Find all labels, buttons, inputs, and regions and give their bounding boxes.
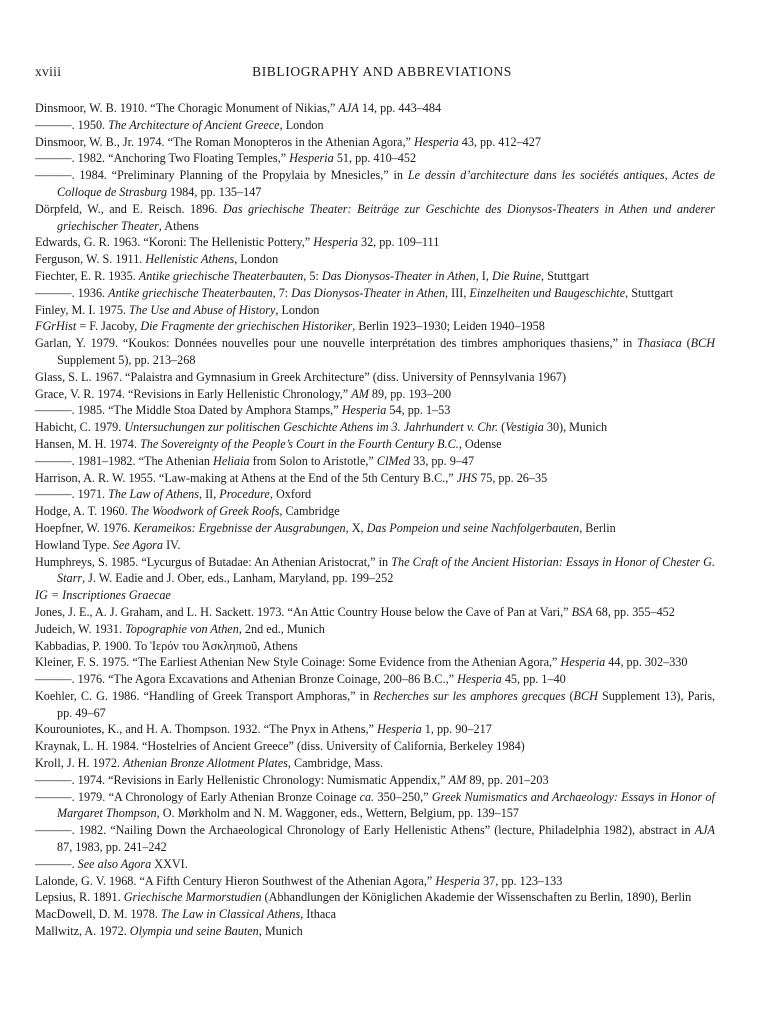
bibliography-entry [35,906,715,923]
entry-text: Hoepfner, W. 1976. [35,520,134,535]
bibliography-entry [35,117,715,134]
entry-text: Dörpfeld, W., and E. Reisch. 1896. [35,201,223,216]
bibliography-entry [35,167,715,201]
bibliography-entry [35,436,715,453]
entry-text: 87, 1983, pp. 241–242 [57,840,167,855]
italic-text: Heliaia [213,453,250,468]
bibliography-entry [35,772,715,789]
entry-text: Howland Type. [35,537,113,552]
italic-text: JHS [456,470,478,485]
italic-text: Hesperia [560,655,606,670]
italic-text: AM [351,386,369,401]
bibliography-entry [35,369,715,386]
bibliography-entry [35,318,715,335]
italic-text: BCH [573,688,598,703]
entry-text: 33, pp. 9–47 [410,453,475,468]
italic-text: Olympia und seine Bauten [129,924,259,939]
italic-text: Einzelheiten und Baugeschichte [469,285,626,300]
italic-text: AJA [338,101,359,115]
bibliography-entry [35,520,715,537]
italic-text: Die Fragmente der griechischen Historiker [140,319,353,334]
italic-text: IG = Inscriptiones Graecae [35,588,171,603]
bibliography-entry [35,654,715,671]
bibliography-entry [35,100,715,117]
bibliography-entry [35,923,715,940]
entry-text: Lepsius, R. 1891. [35,890,124,905]
bibliography-entry [35,621,715,638]
entry-text: Lalonde, G. V. 1968. “A Fifth Century Hieron Southwest of the Athenian Agora,” [35,873,436,888]
entry-text: ———. 1936. [35,285,109,300]
bibliography-entry [35,134,715,151]
entry-text: 37, pp. 123–133 [480,873,563,888]
entry-text: , 2nd ed., Munich [238,621,325,636]
italic-text: Recherches sur les amphores grecques [373,688,566,703]
entry-text: ———. 1979. “A Chronology of Early Athenian Bronze Coinage [35,789,360,804]
page-number: xviii [35,64,62,79]
bibliography-entry [35,150,715,167]
entry-text: Kraynak, L. H. 1984. “Hostelries of Ancient Greece” (diss. University of California, Berkeley 1984) [35,739,525,754]
bibliography-entry [35,554,715,588]
entry-text: 51, pp. 410–452 [333,151,417,166]
entry-text: 32, pp. 109–111 [357,235,440,250]
entry-text: Finley, M. I. 1975. [35,302,130,317]
entry-text: , Stuttgart [541,268,590,283]
entry-text: ———. 1950. [35,117,109,132]
italic-text: Antike griechische Theaterbauten [138,268,304,283]
bibliography-entry [35,604,715,621]
bibliography-entry [35,638,715,655]
entry-text: Glass, S. L. 1967. “Palaistra and Gymnasium in Greek Architecture” (diss. University of Pennsylvania 1967) [35,369,567,384]
entry-text: 75, pp. 26–35 [477,470,548,485]
entry-text: 14, pp. 443–484 [358,101,442,115]
italic-text: The Architecture of Ancient Greece [108,117,280,132]
entry-text: ———. [35,856,78,871]
entry-text: ———. 1982. “Anchoring Two Floating Temples,” [35,151,290,166]
italic-text: The Woodwork of Greek Roofs [130,504,280,519]
entry-text: Mallwitz, A. 1972. [35,924,130,939]
bibliography-entry [35,721,715,738]
italic-text: Das griechische Theater: Beiträge zur Geschichte des Dionysos-Theaters in Athen und anderer griechischer Theater [57,201,715,233]
italic-text: Das Dionysos-Theater in Athen [321,268,476,283]
bibliography-entry [35,671,715,688]
entry-text: , Berlin 1923–1930; Leiden 1940–1958 [352,319,545,334]
entry-text: Habicht, C. 1979. [35,420,125,435]
entry-text: , O. Mørkholm and N. M. Waggoner, eds., Wettern, Belgium, pp. 139–157 [156,806,519,821]
entry-text: Kourouniotes, K., and H. A. Thompson. 1932. “The Pnyx in Athens,” [35,722,378,737]
entry-text: ( [498,420,506,435]
bibliography-entry [35,302,715,319]
italic-text: AJA [694,823,715,838]
italic-text: Hesperia [341,403,387,418]
entry-text: ———. 1984. “Preliminary Planning of the Propylaia by Mnesicles,” in [35,168,408,183]
running-head: BIBLIOGRAPHY AND ABBREVIATIONS [252,64,512,79]
italic-text: Greek Numismatics and Archaeology: Essays in Honor of Margaret Thompson [57,789,715,821]
entry-text: 54, pp. 1–53 [386,403,451,418]
entry-text: from Solon to Aristotle,” [249,453,377,468]
italic-text: BSA [571,604,593,619]
entry-text: ———. 1971. [35,487,109,502]
entry-text: Edwards, G. R. 1963. “Koroni: The Hellenistic Pottery,” [35,235,314,250]
entry-text: , London [234,252,279,267]
entry-text: Fiechter, E. R. 1935. [35,268,139,283]
entry-text: , Odense [458,436,502,451]
italic-text: Antike griechische Theaterbauten [108,285,273,300]
italic-text: Hesperia [377,722,422,737]
entry-text: , Oxford [269,487,312,502]
entry-text: 45, pp. 1–40 [501,672,566,687]
entry-text: Garlan, Y. 1979. “Koukos: Données nouvelles pour une nouvelle interprétation des timbres amphoriques thasiens,” in [35,336,638,351]
entry-text: 43, pp. 412–427 [458,134,541,149]
bibliography-entry [35,889,715,906]
entry-text: , 7: [272,285,292,300]
bibliography-entry [35,789,715,823]
bibliography-entry [35,486,715,503]
bibliography-entry [35,738,715,755]
entry-text: Grace, V. R. 1974. “Revisions in Early Hellenistic Chronology,” [35,386,352,401]
entry-text: ———. 1976. “The Agora Excavations and Athenian Bronze Coinage, 200–86 B.C.,” [35,672,458,687]
italic-text: Griechische Marmorstudien [123,890,262,905]
entry-text: Supplement 13), Paris, pp. 49–67 [57,688,715,720]
italic-text: ClMed [376,453,411,468]
italic-text: Hesperia [289,151,334,166]
entry-text: , III, [445,285,470,300]
italic-text: Topographie von Athen [125,621,239,636]
entry-text: Supplement 5), pp. 213–268 [57,352,196,367]
bibliography-entry [35,873,715,890]
entry-text: Dinsmoor, W. B., Jr. 1974. “The Roman Monopteros in the Athenian Agora,” [35,134,414,149]
bibliography-list [35,100,715,940]
bibliography-entry [35,201,715,235]
entry-text: , Munich [258,924,303,939]
entry-text: Hansen, M. H. 1974. [35,436,140,451]
italic-text: Vestigia [505,420,544,435]
entry-text: , Cambridge, Mass. [287,756,384,771]
entry-text: , II, [198,487,220,502]
entry-text: Dinsmoor, W. B. 1910. “The Choragic Monument of Nikias,” [35,101,339,115]
bibliography-entry [35,285,715,302]
bibliography-entry [35,402,715,419]
italic-text: The Law of Athens [108,487,199,502]
bibliography-entry [35,419,715,436]
italic-text: The Law in Classical Athens [160,907,301,922]
italic-text: The Craft of the Ancient Historian: Essays in Honor of Chester G. Starr [57,554,715,586]
entry-text: Kabbadias, P. 1900. Το Ἱερόν του Ἀσκληπιοῦ, Athens [35,638,298,653]
entry-text: , London [279,117,324,132]
entry-text: 89, pp. 201–203 [466,772,549,787]
entry-text: Jones, J. E., A. J. Graham, and L. H. Sackett. 1973. “An Attic Country House below the Cave of Pan at Vari,” [35,604,572,619]
bibliography-entry [35,587,715,604]
italic-text: Thasiaca [637,336,682,351]
entry-text: Judeich, W. 1931. [35,621,126,636]
bibliography-entry [35,537,715,554]
entry-text: Ferguson, W. S. 1911. [35,252,146,267]
page-header [35,64,729,84]
bibliography-entry [35,856,715,873]
bibliography-entry [35,234,715,251]
italic-text: Kerameikos: Ergebnisse der Ausgrabungen [133,520,346,535]
entry-text: ———. 1985. “The Middle Stoa Dated by Amphora Stamps,” [35,403,342,418]
italic-text: ca. [359,789,375,804]
italic-text: Das Pompeion und seine Nachfolgerbauten [366,520,580,535]
entry-text: , Ithaca [300,907,337,922]
entry-text: 68, pp. 355–452 [592,604,675,619]
italic-text: Hellenistic Athens [145,252,235,267]
entry-text: ( [681,336,691,351]
entry-text: Hodge, A. T. 1960. [35,504,131,519]
bibliography-entry [35,335,715,369]
italic-text: Untersuchungen zur politischen Geschichte Athens im 3. Jahrhundert v. Chr. [124,420,499,435]
bibliography-entry [35,268,715,285]
entry-text: Koehler, C. G. 1986. “Handling of Greek Transport Amphoras,” in [35,688,374,703]
entry-text: Humphreys, S. 1985. “Lycurgus of Butadae: An Athenian Aristocrat,” in [35,554,392,569]
entry-text: 350–250,” [374,789,432,804]
entry-text: Harrison, A. R. W. 1955. “Law-making at Athens at the End of the 5th Century B.C.,” [35,470,457,485]
italic-text: Le dessin d’architecture dans les sociétés antiques, Actes de Colloque de Strasburg [57,168,715,199]
italic-text: Hesperia [413,134,459,149]
italic-text: Die Ruine [491,268,542,283]
italic-text: FGrHist [35,319,77,334]
entry-text: 1, pp. 90–217 [421,722,492,737]
entry-text: Kroll, J. H. 1972. [35,756,124,771]
entry-text: ———. 1981–1982. “The Athenian [35,453,214,468]
italic-text: Athenian Bronze Allotment Plates [123,756,288,771]
italic-text: AM [448,772,467,787]
bibliography-entry [35,503,715,520]
entry-text: , X, [345,520,367,535]
entry-text: 44, pp. 302–330 [605,655,688,670]
italic-text: Hesperia [313,235,358,250]
italic-text: Das Dionysos-Theater in Athen [291,285,446,300]
bibliography-entry [35,386,715,403]
entry-text: , 5: [303,268,322,283]
entry-text: 89, pp. 193–200 [368,386,452,401]
entry-text: , J. W. Eadie and J. Ober, eds., Lanham, Maryland, pp. 199–252 [82,571,394,586]
entry-text: , London [275,302,320,317]
entry-text: , Athens [158,218,199,233]
bibliography-entry [35,688,715,722]
entry-text: , Berlin [579,520,616,535]
entry-text: Kleiner, F. S. 1975. “The Earliest Athenian New Style Coinage: Some Evidence from the Athenian Agora,” [35,655,561,670]
bibliography-entry [35,755,715,772]
bibliography-entry [35,251,715,268]
italic-text: See Agora [112,537,164,552]
entry-text: , Stuttgart [625,285,674,300]
entry-text: 1984, pp. 135–147 [166,184,262,199]
entry-text: IV. [163,537,181,552]
italic-text: Hesperia [435,873,481,888]
bibliography-entry [35,470,715,487]
entry-text: = F. Jacoby, [76,319,141,334]
entry-text: (Abhandlungen der Königlichen Akademie der Wissenschaften zu Berlin, 1890), Berlin [261,890,692,905]
bibliography-entry [35,822,715,856]
italic-text: The Use and Abuse of History [129,302,276,317]
entry-text: , I, [475,268,492,283]
italic-text: Hesperia [457,672,502,687]
italic-text: See also Agora [77,856,152,871]
entry-text: , Cambridge [279,504,340,519]
entry-text: ———. 1982. “Nailing Down the Archaeological Chronology of Early Hellenistic Athens” (lecture, Philadelphia 1982), abstract in [35,823,695,838]
bibliography-entry [35,453,715,470]
entry-text: ( [565,688,574,703]
entry-text: MacDowell, D. M. 1978. [35,907,161,922]
entry-text: ———. 1974. “Revisions in Early Hellenistic Chronology: Numismatic Appendix,” [35,772,449,787]
italic-text: The Sovereignty of the People’s Court in the Fourth Century B.C. [139,436,459,451]
entry-text: XXVI. [151,856,188,871]
entry-text: 30), Munich [543,420,608,435]
italic-text: BCH [690,336,716,351]
italic-text: Procedure [219,487,270,502]
